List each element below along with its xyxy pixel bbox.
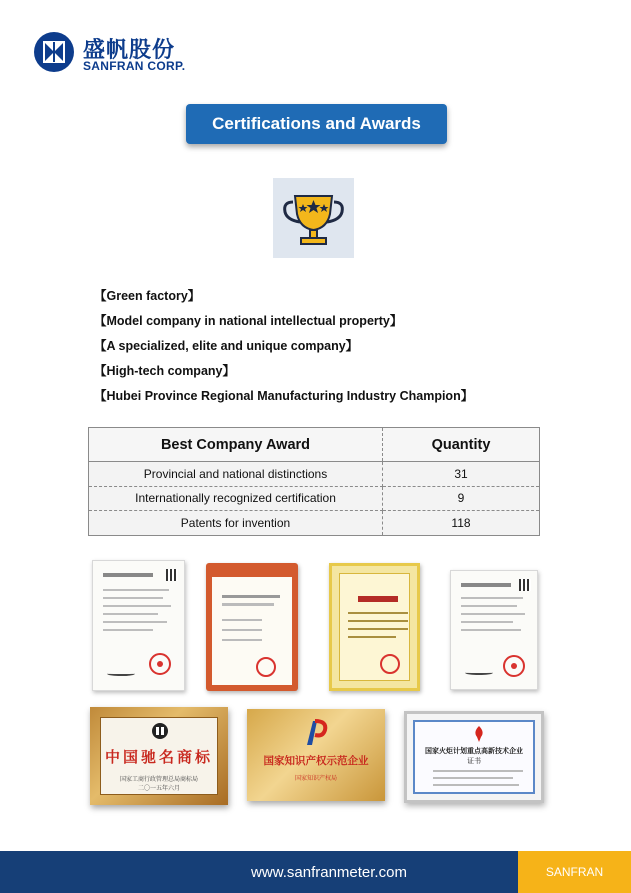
column-header-award: Best Company Award — [89, 428, 383, 462]
honor-item: 【High-tech company】 — [94, 364, 235, 378]
ip-emblem-icon — [303, 717, 329, 747]
honors-list — [94, 288, 554, 413]
award-label: Patents for invention — [89, 511, 383, 536]
award-quantity: 118 — [383, 511, 540, 536]
torch-subtitle: 证书 — [467, 757, 481, 765]
trophy-icon — [273, 178, 354, 258]
torch-emblem-icon — [471, 725, 487, 743]
footer-brand-bar — [518, 851, 631, 893]
company-logo — [33, 31, 193, 75]
award-label: Provincial and national distinctions — [89, 462, 383, 487]
ip-demonstration-plaque-image — [247, 709, 385, 801]
page-title: Certifications and Awards — [212, 114, 421, 133]
honor-item: 【A specialized, elite and unique company】 — [94, 339, 359, 353]
logo-name-en: SANFRAN CORP. — [83, 59, 186, 73]
award-label: Internationally recognized certification — [89, 486, 383, 511]
trademark-emblem-icon — [151, 722, 169, 740]
table-row — [89, 486, 540, 511]
award-table — [88, 427, 540, 536]
table-header-row — [89, 428, 540, 462]
trademark-title: 中国驰名商标 — [104, 748, 213, 766]
footer-brand: SANFRAN — [545, 865, 604, 879]
torch-title: 国家火炬计划重点高新技术企业 — [425, 747, 523, 755]
sanfran-logo-icon — [33, 31, 75, 73]
footer-website-link[interactable]: www.sanfranmeter.com — [251, 863, 407, 881]
column-header-quantity: Quantity — [383, 428, 540, 462]
famous-trademark-plaque-image — [90, 707, 228, 805]
table-row — [89, 462, 540, 487]
ip-issuer: 国家知识产权局 — [294, 775, 337, 782]
footer-website-bar — [0, 851, 518, 893]
trademark-date: 二〇一五年六月 — [137, 785, 180, 792]
honor-item: 【Model company in national intellectual property】 — [94, 314, 403, 328]
page-footer — [0, 851, 631, 893]
award-quantity: 31 — [383, 462, 540, 487]
torch-program-certificate-image — [404, 711, 544, 803]
honor-item: 【Green factory】 — [94, 289, 201, 303]
ip-title: 国家知识产权示范企业 — [263, 755, 369, 767]
logo-name-cn: 盛帆股份 — [83, 38, 176, 63]
invention-patent-certificate-image — [450, 570, 538, 690]
patent-certificate-image — [92, 560, 185, 691]
trademark-issuer: 国家工商行政管理总局商标局 — [119, 776, 198, 783]
table-row — [89, 511, 540, 536]
section-title-banner — [186, 104, 447, 144]
science-progress-certificate-image — [329, 563, 420, 691]
award-quantity: 9 — [383, 486, 540, 511]
honor-item: 【Hubei Province Regional Manufacturing Industry Champion】 — [94, 389, 474, 403]
trophy-box — [273, 178, 354, 258]
technology-award-certificate-image — [206, 563, 298, 691]
